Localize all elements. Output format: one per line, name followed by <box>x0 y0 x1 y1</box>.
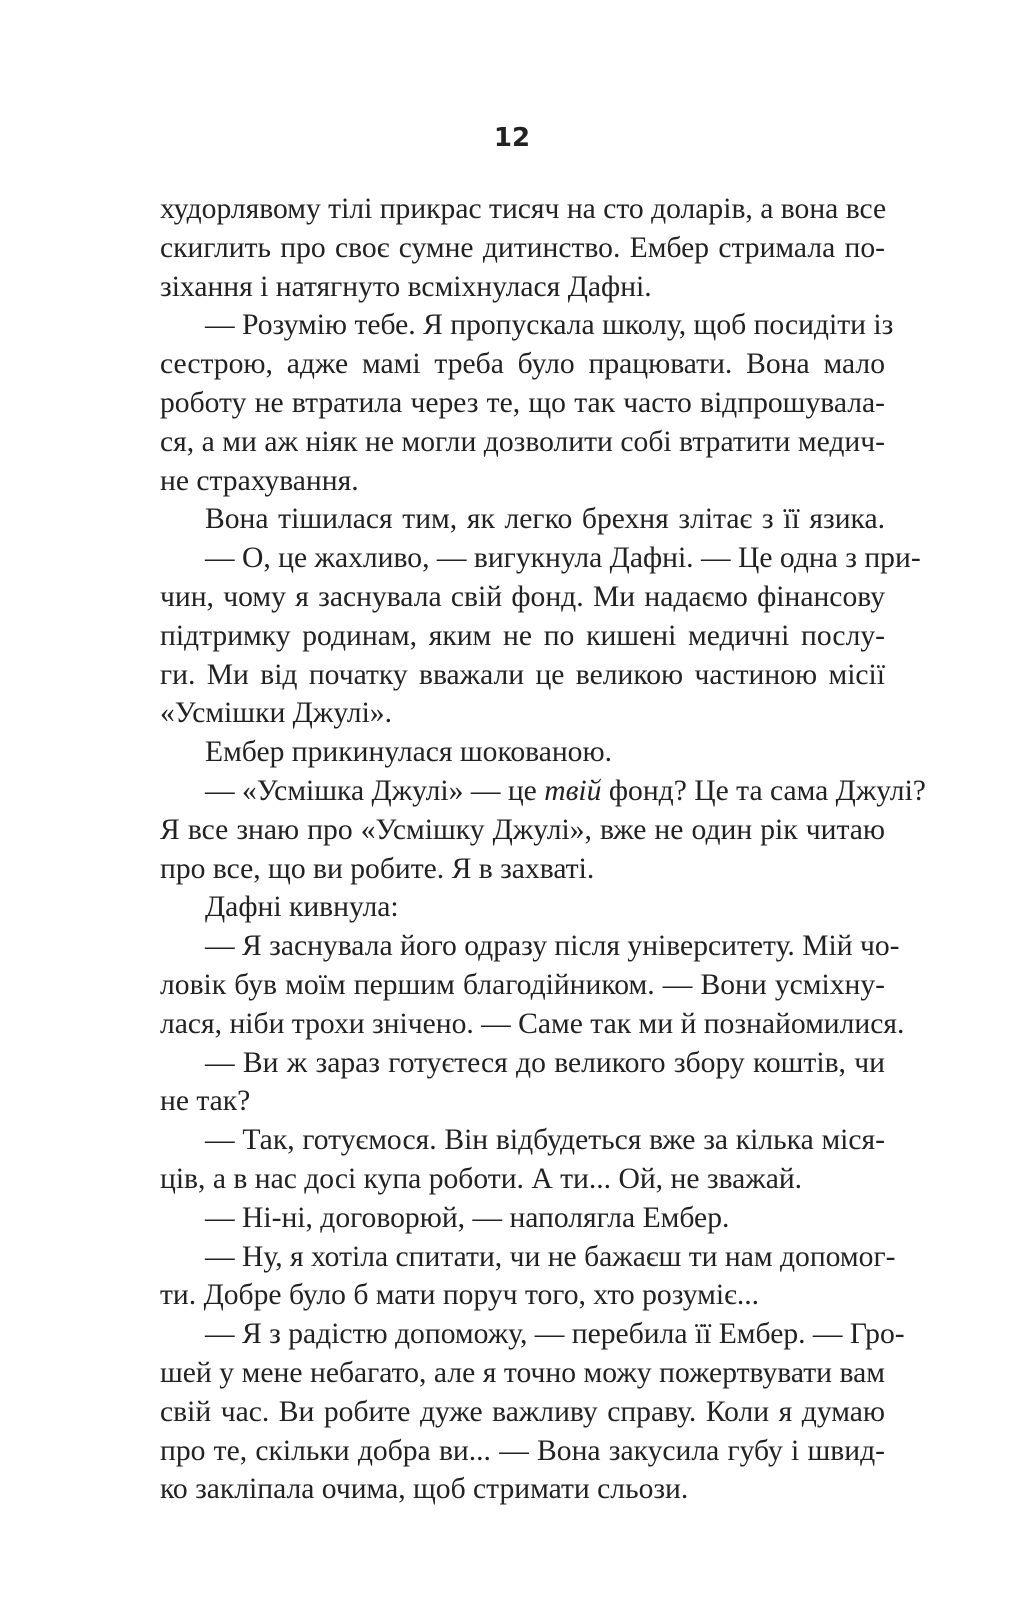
text-line: ги. Ми від початку вважали це великою частиною місії <box>160 658 885 691</box>
text-line: Вона тішилася тим, як легко брехня злітає з її язика. <box>205 503 885 536</box>
text-line: роботу не втратила через те, що так часто відпрошувала- <box>160 386 885 419</box>
text-line: «Усмішки Джулі». <box>160 697 392 730</box>
emphasized-word: твій <box>544 774 602 807</box>
body-text <box>160 190 926 1509</box>
page-number: 12 <box>493 123 531 153</box>
text-line: про те, скільки добра ви... — Вона закусила губу і швид- <box>160 1434 885 1467</box>
text-line: — Розумію тебе. Я пропускала школу, щоб посидіти із <box>205 309 894 342</box>
text-line: Ембер прикинулася шокованою. <box>205 736 612 769</box>
text-line: ти. Добре було б мати поруч того, хто розуміє... <box>160 1279 760 1312</box>
text-line: Дафні кивнула: <box>205 891 399 924</box>
text-line: худорлявому тілі прикрас тисяч на сто доларів, а вона все <box>160 193 887 225</box>
text-line: не так? <box>160 1085 251 1118</box>
text-line: Я все знаю про «Усмішку Джулі», вже не один рік читаю <box>160 813 885 846</box>
text-line: не страхування. <box>160 464 359 497</box>
text-line: сестрою, адже мамі треба було працювати. Вона мало <box>160 348 885 381</box>
text-line: — О, це жахливо, — вигукнула Дафні. — Це одна з при- <box>205 542 921 575</box>
text-line: — Ну, я хотіла спитати, чи не бажаєш ти нам допомог- <box>205 1240 896 1273</box>
text-segment: — «Усмішка Джулі» — це <box>205 774 545 807</box>
text-line <box>160 772 926 811</box>
text-line: — Ні-ні, договорюй, — наполягла Ембер. <box>205 1201 730 1234</box>
text-line: — Так, готуємося. Він відбудеться вже за кілька міся- <box>205 1124 885 1157</box>
text-line: підтримку родинам, яким не по кишені медичні послу- <box>160 619 885 652</box>
text-line: свій час. Ви робите дуже важливу справу. Коли я думаю <box>160 1395 885 1428</box>
text-line: лася, ніби трохи знічено. — Саме так ми й познайомилися. <box>160 1007 905 1040</box>
text-line: — Ви ж зараз готуєтеся до великого збору коштів, чи <box>205 1046 885 1079</box>
text-line: шей у мене небагато, але я точно можу пожертвувати вам <box>160 1356 885 1389</box>
text-line: скиглить про своє сумне дитинство. Ембер стримала по- <box>160 231 885 264</box>
text-line: чин, чому я заснувала свій фонд. Ми надаємо фінансову <box>160 580 885 613</box>
text-line: — Я заснувала його одразу після університету. Мій чо- <box>205 930 900 963</box>
text-line: ців, а в нас досі купа роботи. А ти... Ой, не зважай. <box>160 1162 803 1195</box>
text-line: зіхання і натягнуто всміхнулася Дафні. <box>160 270 652 303</box>
text-line: про все, що ви робите. Я в захваті. <box>160 852 595 885</box>
text-line: ловік був моїм першим благодійником. — Вони усміхну- <box>160 968 885 1001</box>
text-segment: фонд? Це та сама Джулі? <box>601 774 926 807</box>
text-line: — Я з радістю допоможу, — перебила її Ембер. — Гро- <box>205 1318 905 1351</box>
text-line: ся, а ми аж ніяк не могли дозволити собі втратити медич- <box>160 425 885 458</box>
text-line: ко закліпала очима, щоб стримати сльози. <box>160 1473 689 1506</box>
